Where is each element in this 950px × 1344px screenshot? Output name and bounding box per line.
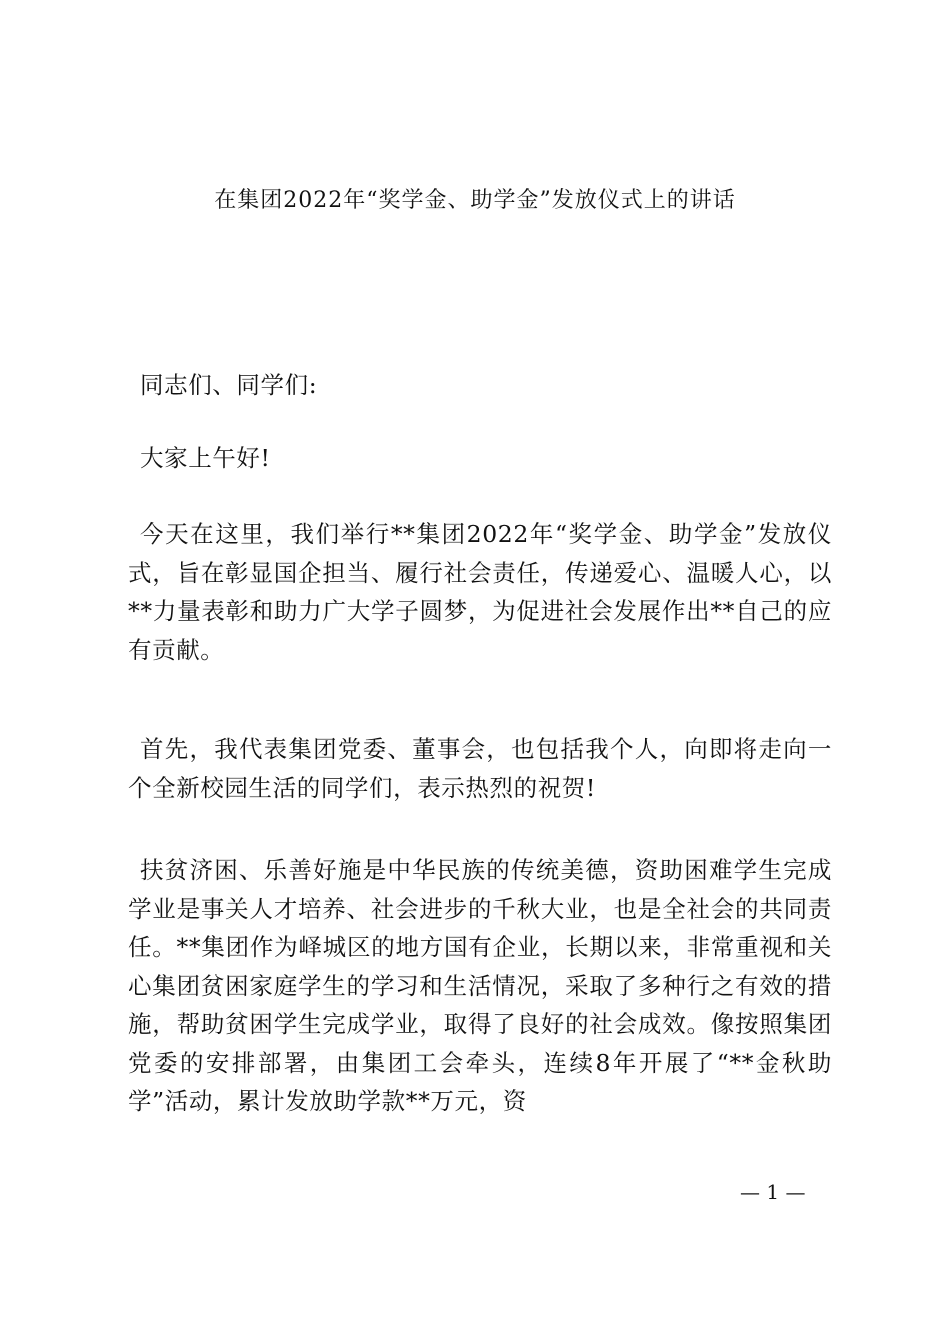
salutation: 同志们、同学们: <box>140 371 318 399</box>
paragraph: 今天在这里，我们举行**集团2022年“奖学金、助学金”发放仪式，旨在彰显国企担当、履行社会责任，传递爱心、温暖人心，以**力量表彰和助力广大学子圆梦，为促进社会发展作出**自己的应有贡献。 <box>128 520 832 664</box>
page-number: — 1 — <box>740 1180 806 1204</box>
greeting: 大家上午好! <box>140 444 271 472</box>
document-title: 在集团2022年“奖学金、助学金”发放仪式上的讲话 <box>214 188 736 213</box>
paragraph: 扶贫济困、乐善好施是中华民族的传统美德，资助困难学生完成学业是事关人才培养、社会进步的千秋大业，也是全社会的共同责任。**集团作为峄城区的地方国有企业，长期以来，非常重视和关心集团贫困家庭学生的学习和生活情况，采取了多种行之有效的措施，帮助贫困学生完成学业，取得了良好的社会成效。像按照集团党委的安排部署，由集团工会牵头，连续8年开展了“**金秋助学”活动，累计发放助学款**万元，资 <box>128 856 832 1115</box>
paragraph: 首先，我代表集团党委、董事会，也包括我个人，向即将走向一个全新校园生活的同学们，表示热烈的祝贺! <box>128 735 832 802</box>
